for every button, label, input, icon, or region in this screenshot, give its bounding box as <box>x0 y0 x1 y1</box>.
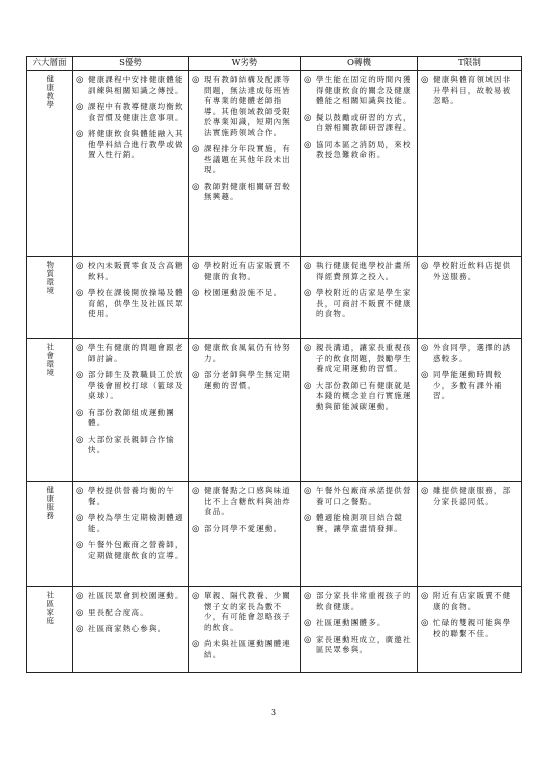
list-item <box>304 486 414 507</box>
table-row <box>27 482 522 587</box>
bullet-icon: ◎ <box>304 288 312 298</box>
list-item <box>76 608 185 619</box>
list-item <box>192 261 297 282</box>
cell-t <box>418 257 522 339</box>
item-text: 學校提供營養均衡的午餐。 <box>88 486 175 506</box>
list-item <box>192 639 297 660</box>
bullet-icon: ◎ <box>304 486 312 496</box>
list-item <box>421 618 518 639</box>
list-item <box>192 144 297 176</box>
table-row <box>27 587 522 673</box>
dimension-label: 社區家庭 <box>45 591 55 625</box>
bullet-icon: ◎ <box>192 261 200 271</box>
table-row <box>27 339 522 482</box>
list-item <box>192 370 297 391</box>
list-item <box>76 75 185 96</box>
cell-s <box>73 257 189 339</box>
item-text: 部分師生及教職員工於放學後會留校打球（籃球及桌球）。 <box>88 370 184 400</box>
item-text: 學校在課後開放操場及體育館，供學生及社區民眾使用。 <box>88 288 184 318</box>
list-item <box>304 618 414 629</box>
list-item <box>192 343 297 364</box>
item-text: 社區民眾會到校園運動。 <box>88 591 184 600</box>
item-text: 現有教師結構及配課等問題，無法達成每班皆有專業的健體老師指導。其他領域教師受限於專業知識，短期內無法實施跨領域合作。 <box>204 75 291 137</box>
list-item <box>76 513 185 534</box>
item-text: 協同本區之消防局，來校教授急難救命術。 <box>316 139 412 159</box>
list-item <box>76 261 185 282</box>
cell-o <box>301 587 418 673</box>
item-text: 課程中有教導健康均衡飲食習慣及健康注意事項。 <box>88 102 184 122</box>
item-text: 課程排分年段實施，有些議題在其他年段未出現。 <box>204 144 291 174</box>
list-item <box>192 288 297 299</box>
item-text: 單親、隔代教養、少關懷子女的家長為數不少，有可能會忽略孩子的飲食。 <box>204 591 291 632</box>
bullet-icon: ◎ <box>304 343 312 353</box>
cell-s <box>73 71 189 257</box>
bullet-icon: ◎ <box>192 144 200 154</box>
cell-w <box>189 587 301 673</box>
item-text: 同學能運動時間較少，多數有課外補習。 <box>433 370 503 400</box>
cell-o <box>301 482 418 587</box>
item-text: 部分老師與學生無定期運動的習慣。 <box>204 370 291 390</box>
bullet-icon: ◎ <box>304 591 312 601</box>
cell-s <box>73 482 189 587</box>
list-item <box>192 591 297 633</box>
list-item <box>421 591 518 612</box>
list-item <box>76 370 185 402</box>
bullet-icon: ◎ <box>76 407 84 418</box>
list-item <box>304 261 414 282</box>
cell-o <box>301 71 418 257</box>
list-item <box>304 513 414 534</box>
list-item <box>304 635 414 656</box>
table-row <box>27 257 522 339</box>
dimension-cell <box>27 587 73 673</box>
item-text: 體適能檢測項目結合競賽，讓學童盡情發揮。 <box>316 513 403 533</box>
bullet-icon: ◎ <box>192 591 200 601</box>
cell-t <box>418 587 522 673</box>
bullet-icon: ◎ <box>304 112 312 123</box>
dimension-label: 健康教學 <box>45 75 55 109</box>
bullet-icon: ◎ <box>76 102 84 112</box>
bullet-icon: ◎ <box>76 261 84 271</box>
bullet-icon: ◎ <box>192 486 200 496</box>
cell-o <box>301 339 418 482</box>
item-text: 學校附近的店家是學生家長，可商討不販賣不健康的食物。 <box>316 288 412 318</box>
list-item <box>76 408 185 429</box>
item-text: 學生有健康的問題會跟老師討論。 <box>88 343 184 363</box>
bullet-icon: ◎ <box>76 486 84 496</box>
list-item <box>304 75 414 107</box>
item-text: 部分同學不愛運動。 <box>204 523 283 533</box>
item-text: 忙碌的雙親可能與學校的聯繫不佳。 <box>433 618 512 638</box>
list-item <box>76 288 185 320</box>
cell-w <box>189 71 301 257</box>
bullet-icon: ◎ <box>76 540 84 550</box>
bullet-icon: ◎ <box>304 618 312 628</box>
page-number: 3 <box>270 708 277 717</box>
item-text: 尚未與社區運動團體連結。 <box>204 639 291 659</box>
bullet-icon: ◎ <box>76 513 84 523</box>
list-item <box>76 435 185 456</box>
item-text: 健康課程中安排健康體能訓練與相關知識之傳授。 <box>88 75 184 95</box>
bullet-icon: ◎ <box>76 129 84 139</box>
bullet-icon: ◎ <box>76 288 84 298</box>
item-text: 午餐外包廠商承諾提供營養可口之餐點。 <box>316 486 412 506</box>
table-header-row <box>27 57 522 71</box>
item-text: 健康飲食風氣仍有待努力。 <box>204 343 291 363</box>
list-item <box>76 102 185 123</box>
header-dimension: 六大層面 <box>27 57 73 71</box>
bullet-icon: ◎ <box>76 343 84 353</box>
item-text: 學校附近有店家販賣不健康的食物。 <box>204 261 291 281</box>
item-text: 健康與體育領域因非升學科目，故較易被忽略。 <box>433 75 512 105</box>
item-text: 部分家長非常重視孩子的飲食健康。 <box>316 591 412 611</box>
dimension-label: 物質環境 <box>45 261 55 295</box>
dimension-label: 健康服務 <box>45 486 55 520</box>
item-text: 校內未販賣零食及含高糖飲料。 <box>88 261 184 281</box>
bullet-icon: ◎ <box>304 139 312 150</box>
list-item <box>192 524 297 535</box>
item-text: 家長運動班成立，廣邀社區民眾參與。 <box>316 634 412 654</box>
dimension-cell <box>27 482 73 587</box>
cell-s <box>73 339 189 482</box>
cell-w <box>189 482 301 587</box>
cell-t <box>418 482 522 587</box>
bullet-icon: ◎ <box>76 434 84 445</box>
bullet-icon: ◎ <box>304 634 312 645</box>
item-text: 學生能在固定的時間內獲得健康飲食的關念及健康體能之相關知識與技能。 <box>316 75 412 105</box>
list-item <box>76 343 185 364</box>
list-item <box>421 370 518 402</box>
bullet-icon: ◎ <box>192 639 200 649</box>
bullet-icon: ◎ <box>192 288 200 298</box>
list-item <box>304 140 414 161</box>
item-text: 親長溝通，讓家長重視孩子的飲食問題，鼓勵學生養成定期運動的習慣。 <box>316 343 412 373</box>
item-text: 外食同學，選擇的誘惑較多。 <box>433 343 512 363</box>
list-item <box>304 591 414 612</box>
bullet-icon: ◎ <box>304 261 312 271</box>
item-text: 午餐外包廠商之營養師，定期做健康飲食的宣導。 <box>88 540 184 560</box>
header-strengths: S優勢 <box>73 57 189 71</box>
item-text: 執行健康促進學校計畫所得經費預算之投入。 <box>316 261 412 281</box>
dimension-cell <box>27 257 73 339</box>
list-item <box>304 381 414 413</box>
bullet-icon: ◎ <box>76 370 84 380</box>
bullet-icon: ◎ <box>421 618 429 628</box>
list-item <box>421 75 518 107</box>
bullet-icon: ◎ <box>304 380 312 391</box>
list-item <box>76 129 185 161</box>
cell-s <box>73 587 189 673</box>
item-text: 里長配合度高。 <box>88 607 149 617</box>
item-text: 大部份教師已有健康就是本錢的概念並自行實施運動與節能減碳運動。 <box>316 380 412 411</box>
list-item <box>304 288 414 320</box>
bullet-icon: ◎ <box>76 624 84 634</box>
list-item <box>304 343 414 375</box>
list-item <box>76 540 185 561</box>
table-row <box>27 71 522 257</box>
item-text: 有部份教師組成運動團體。 <box>88 407 175 427</box>
list-item <box>76 624 185 635</box>
bullet-icon: ◎ <box>76 591 84 601</box>
list-item <box>421 261 518 282</box>
bullet-icon: ◎ <box>192 523 200 534</box>
list-item <box>76 486 185 507</box>
item-text: 雖提供健康服務，部分家長認同低。 <box>433 486 512 506</box>
bullet-icon: ◎ <box>304 75 312 85</box>
item-text: 社區商家熱心參與。 <box>88 624 167 633</box>
list-item <box>421 486 518 507</box>
item-text: 附近有店家販賣不健康的食物。 <box>433 591 512 611</box>
bullet-icon: ◎ <box>192 181 200 192</box>
list-item <box>192 75 297 138</box>
dimension-cell <box>27 71 73 257</box>
item-text: 學校附近飲料店提供外送服務。 <box>433 261 512 281</box>
item-text: 校園運動設施不足。 <box>204 288 283 297</box>
bullet-icon: ◎ <box>421 591 429 601</box>
header-threats: T限制 <box>418 57 522 71</box>
item-text: 健康餐點之口感與味道比不上含糖飲料與油炸食品。 <box>204 486 291 516</box>
bullet-icon: ◎ <box>76 75 84 85</box>
bullet-icon: ◎ <box>192 370 200 380</box>
item-text: 擬以鼓勵或研習的方式，自辦相關教師研習課程。 <box>316 112 412 132</box>
bullet-icon: ◎ <box>76 607 84 618</box>
bullet-icon: ◎ <box>192 75 200 85</box>
header-weaknesses: W劣勢 <box>189 57 301 71</box>
item-text: 大部份家長親師合作愉快。 <box>88 434 175 454</box>
list-item <box>304 113 414 134</box>
list-item <box>192 486 297 518</box>
list-item <box>421 343 518 364</box>
bullet-icon: ◎ <box>192 343 200 353</box>
bullet-icon: ◎ <box>421 261 429 271</box>
bullet-icon: ◎ <box>421 343 429 353</box>
header-opportunities: O轉機 <box>301 57 418 71</box>
item-text: 學校為學生定期檢測體適能。 <box>88 513 184 533</box>
cell-t <box>418 71 522 257</box>
bullet-icon: ◎ <box>421 370 429 380</box>
bullet-icon: ◎ <box>304 513 312 523</box>
cell-w <box>189 257 301 339</box>
list-item <box>192 182 297 203</box>
list-item <box>76 591 185 602</box>
cell-t <box>418 339 522 482</box>
bullet-icon: ◎ <box>421 486 429 496</box>
dimension-cell <box>27 339 73 482</box>
item-text: 教師對健康相關研習較無興趣。 <box>204 181 291 201</box>
dimension-label: 社會環境 <box>45 343 55 377</box>
cell-w <box>189 339 301 482</box>
cell-o <box>301 257 418 339</box>
bullet-icon: ◎ <box>421 75 429 85</box>
item-text: 將健康飲食與體能融入其他學科結合進行教學或做置入性行銷。 <box>88 129 184 159</box>
item-text: 社區運動團體多。 <box>316 618 386 627</box>
swot-table <box>26 56 522 673</box>
